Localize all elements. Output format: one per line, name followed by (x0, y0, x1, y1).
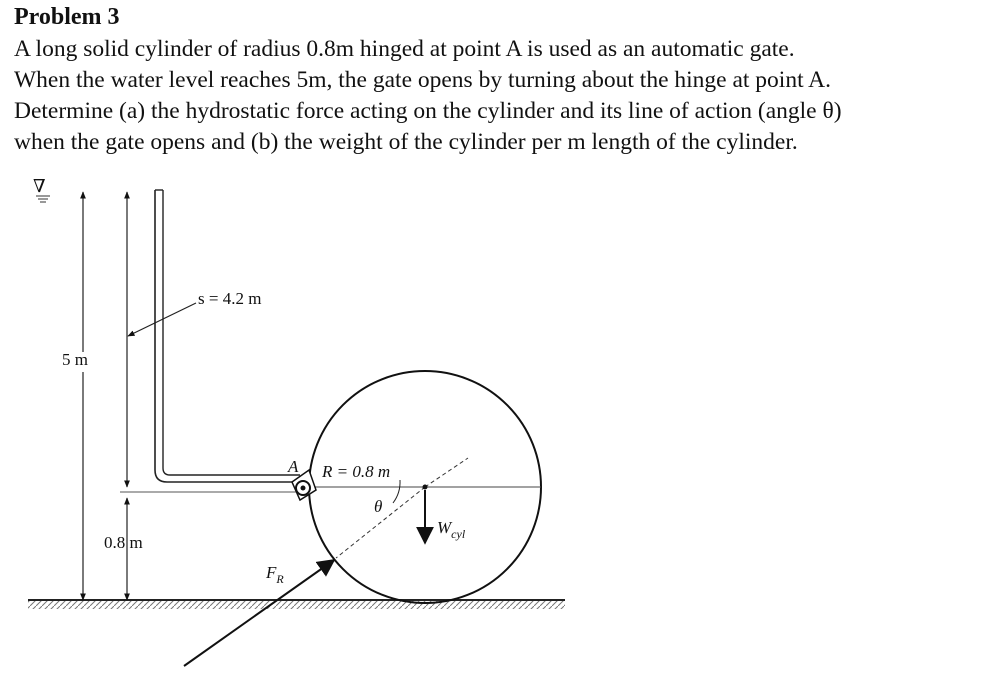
problem-line-2: When the water level reaches 5m, the gate opens by turning about the hinge at point A. (14, 67, 832, 93)
problem-line-1: A long solid cylinder of radius 0.8m hinged at point A is used as an automatic gate. (14, 36, 795, 62)
depth-dimension (62, 192, 88, 600)
bottom-height-label: 0.8 m (104, 533, 143, 552)
pipe (155, 190, 300, 482)
hinge-label: A (288, 457, 299, 476)
radius-label: R = 0.8 m (322, 462, 391, 481)
cylinder (309, 371, 541, 603)
angle-label: θ (374, 497, 383, 516)
water-surface-marker (33, 176, 50, 202)
svg-text:FR (265, 563, 284, 586)
force-label-subscript: R (276, 572, 284, 586)
svg-text:Wcyl (437, 518, 466, 541)
distance-dimension (127, 192, 261, 487)
ground (28, 600, 565, 609)
problem-heading: Problem 3 (14, 4, 120, 30)
problem-line-3: Determine (a) the hydrostatic force acting on the cylinder and its line of action (angle θ) (14, 98, 842, 124)
resultant-force-arrow (184, 560, 334, 666)
distance-label: s = 4.2 m (198, 289, 262, 308)
weight-label: W (437, 518, 452, 537)
depth-label: 5 m (62, 350, 88, 369)
water-surface-symbol: ∇ (33, 176, 46, 196)
weight-arrow (425, 490, 466, 543)
force-label: F (266, 563, 277, 582)
bottom-height-dimension (104, 492, 300, 600)
weight-label-subscript: cyl (451, 527, 466, 541)
problem-line-4: when the gate opens and (b) the weight of the cylinder per m length of the cylinder. (14, 129, 798, 155)
